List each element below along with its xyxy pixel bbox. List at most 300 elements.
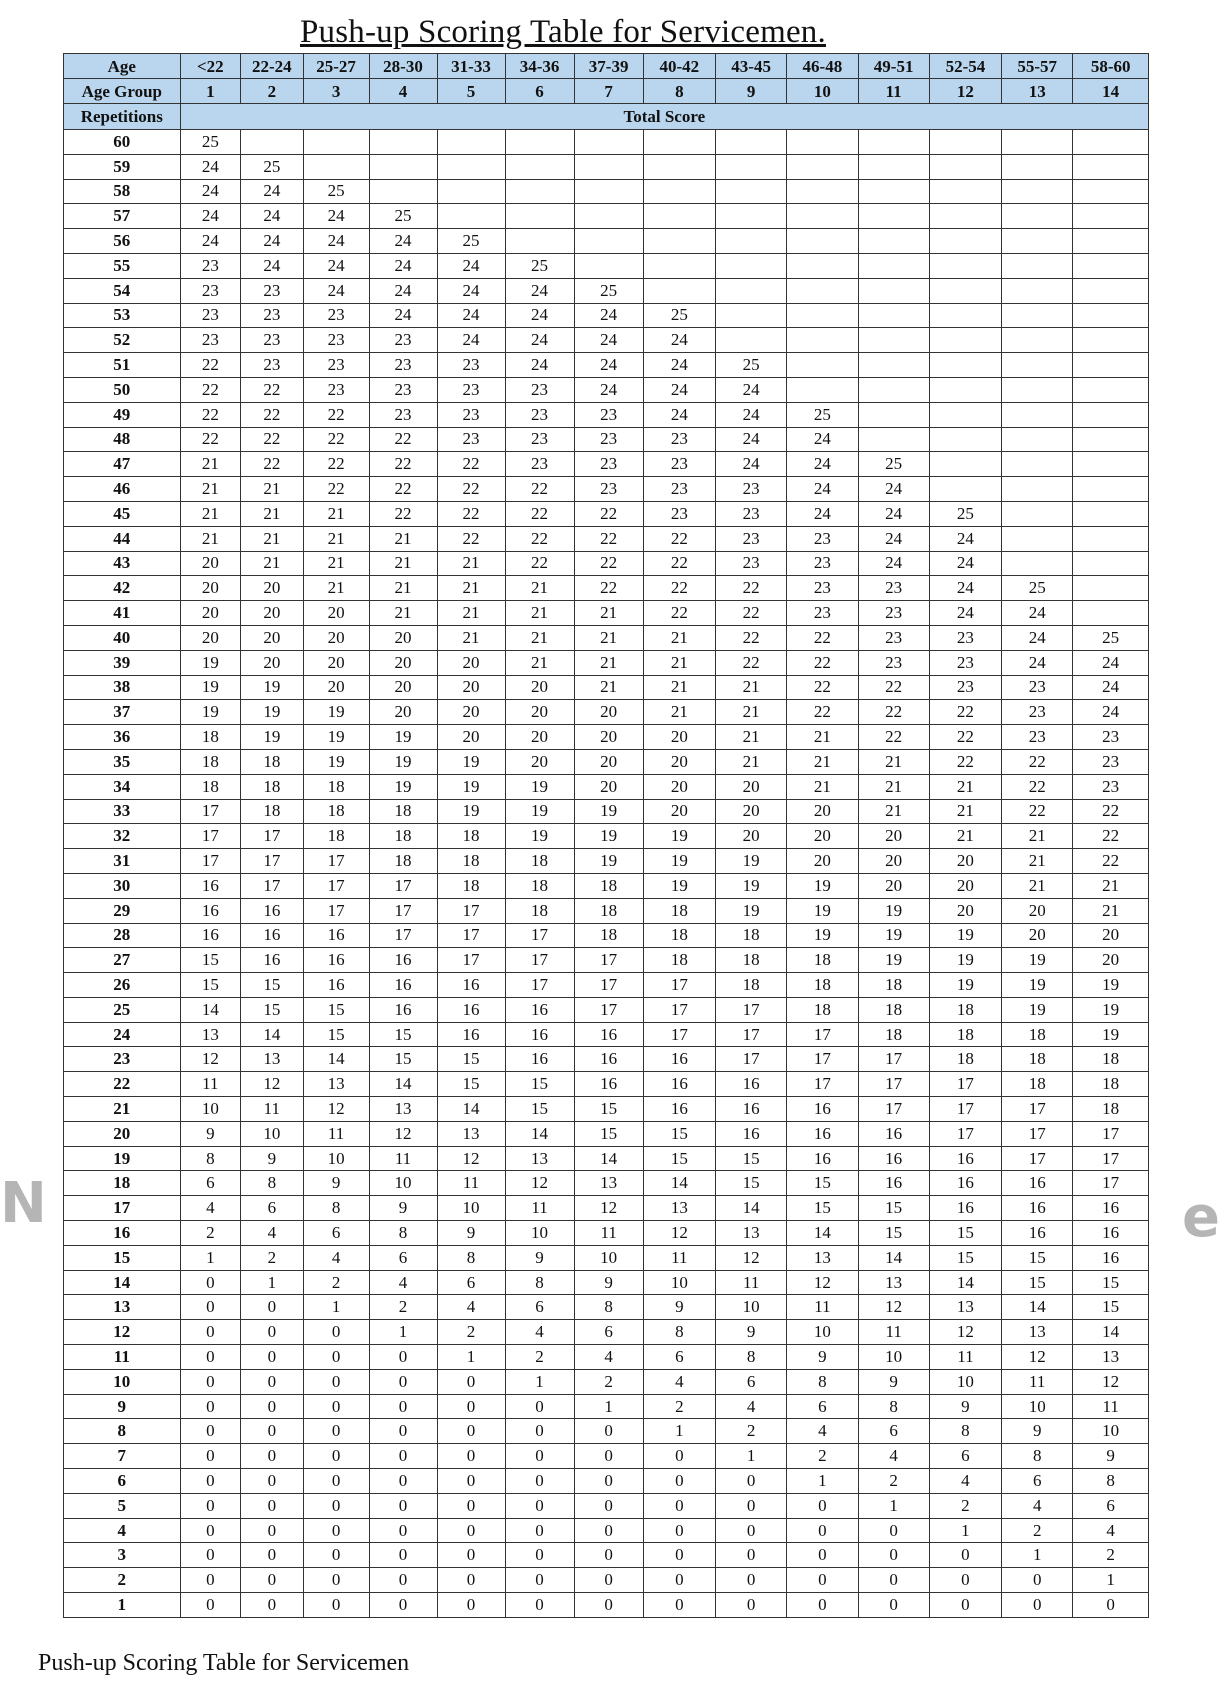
score-cell: 15 <box>643 1121 715 1146</box>
score-cell: 18 <box>241 799 304 824</box>
score-cell: 0 <box>643 1469 715 1494</box>
score-cell: 17 <box>505 973 574 998</box>
repetitions-cell: 44 <box>64 526 181 551</box>
score-cell: 0 <box>303 1568 369 1593</box>
score-cell: 16 <box>1073 1196 1149 1221</box>
score-cell <box>716 303 787 328</box>
score-cell: 23 <box>787 551 858 576</box>
score-cell: 10 <box>1002 1394 1073 1419</box>
score-cell: 18 <box>716 923 787 948</box>
score-cell: 23 <box>369 402 437 427</box>
score-cell: 23 <box>643 427 715 452</box>
score-cell <box>787 130 858 155</box>
score-cell: 22 <box>241 402 304 427</box>
score-cell: 18 <box>929 997 1001 1022</box>
score-cell <box>858 278 929 303</box>
score-cell <box>1002 501 1073 526</box>
score-cell <box>643 154 715 179</box>
repetitions-cell: 60 <box>64 130 181 155</box>
score-cell: 23 <box>505 427 574 452</box>
table-row <box>64 576 1149 601</box>
table-row <box>64 1593 1149 1618</box>
score-cell: 0 <box>180 1444 240 1469</box>
score-cell: 22 <box>1002 774 1073 799</box>
score-cell: 20 <box>241 625 304 650</box>
score-cell: 19 <box>180 650 240 675</box>
score-cell: 0 <box>180 1345 240 1370</box>
score-cell: 20 <box>1002 923 1073 948</box>
score-cell: 20 <box>369 700 437 725</box>
score-cell: 15 <box>574 1121 643 1146</box>
score-cell <box>1002 154 1073 179</box>
score-cell: 2 <box>858 1469 929 1494</box>
score-cell: 24 <box>180 229 240 254</box>
score-cell: 18 <box>437 873 505 898</box>
score-cell: 22 <box>1002 749 1073 774</box>
score-cell: 21 <box>1002 824 1073 849</box>
score-cell: 16 <box>574 1022 643 1047</box>
score-cell: 17 <box>574 973 643 998</box>
score-cell: 9 <box>180 1121 240 1146</box>
score-cell: 14 <box>929 1270 1001 1295</box>
score-cell: 0 <box>303 1469 369 1494</box>
score-cell: 23 <box>858 625 929 650</box>
score-cell <box>574 253 643 278</box>
score-cell: 9 <box>303 1171 369 1196</box>
score-cell: 22 <box>574 526 643 551</box>
score-cell: 0 <box>241 1493 304 1518</box>
score-cell: 18 <box>929 1022 1001 1047</box>
score-cell: 20 <box>643 799 715 824</box>
score-cell: 17 <box>929 1121 1001 1146</box>
score-cell <box>1002 328 1073 353</box>
score-cell <box>437 204 505 229</box>
score-cell: 21 <box>787 774 858 799</box>
score-cell: 24 <box>303 229 369 254</box>
score-cell: 0 <box>180 1295 240 1320</box>
score-cell: 22 <box>437 452 505 477</box>
score-cell <box>643 130 715 155</box>
table-row <box>64 452 1149 477</box>
score-cell: 21 <box>303 501 369 526</box>
score-cell: 0 <box>437 1493 505 1518</box>
score-cell: 0 <box>241 1320 304 1345</box>
table-row <box>64 1394 1149 1419</box>
score-cell: 22 <box>369 477 437 502</box>
score-cell: 16 <box>505 1047 574 1072</box>
score-cell: 6 <box>303 1221 369 1246</box>
table-row <box>64 898 1149 923</box>
score-cell: 0 <box>180 1493 240 1518</box>
score-cell: 20 <box>303 625 369 650</box>
score-cell: 16 <box>437 1022 505 1047</box>
repetitions-cell: 30 <box>64 873 181 898</box>
score-cell: 19 <box>716 849 787 874</box>
score-cell: 24 <box>241 253 304 278</box>
score-cell: 19 <box>574 824 643 849</box>
score-cell: 0 <box>643 1543 715 1568</box>
score-cell: 2 <box>437 1320 505 1345</box>
score-cell: 21 <box>369 526 437 551</box>
score-cell: 18 <box>303 799 369 824</box>
score-cell: 17 <box>643 1022 715 1047</box>
score-cell: 20 <box>716 774 787 799</box>
score-cell: 9 <box>241 1146 304 1171</box>
score-cell: 17 <box>369 873 437 898</box>
score-cell: 19 <box>437 799 505 824</box>
score-cell <box>858 328 929 353</box>
score-cell: 20 <box>574 725 643 750</box>
score-cell: 8 <box>437 1245 505 1270</box>
score-cell: 22 <box>643 576 715 601</box>
score-cell: 24 <box>787 501 858 526</box>
score-cell: 16 <box>716 1121 787 1146</box>
repetitions-cell: 34 <box>64 774 181 799</box>
score-cell: 20 <box>643 749 715 774</box>
score-cell: 0 <box>787 1568 858 1593</box>
score-cell: 21 <box>437 601 505 626</box>
score-cell: 8 <box>505 1270 574 1295</box>
table-row <box>64 1171 1149 1196</box>
score-cell: 18 <box>574 873 643 898</box>
score-cell: 0 <box>180 1593 240 1618</box>
score-cell: 15 <box>716 1146 787 1171</box>
score-cell: 18 <box>858 997 929 1022</box>
repetitions-cell: 36 <box>64 725 181 750</box>
score-cell: 2 <box>1002 1518 1073 1543</box>
score-cell: 0 <box>241 1345 304 1370</box>
score-cell: 25 <box>858 452 929 477</box>
score-cell: 20 <box>241 601 304 626</box>
score-cell: 19 <box>1002 973 1073 998</box>
score-cell: 18 <box>180 749 240 774</box>
score-cell: 23 <box>716 526 787 551</box>
score-cell: 1 <box>303 1295 369 1320</box>
score-cell: 18 <box>369 799 437 824</box>
score-cell <box>574 229 643 254</box>
score-cell: 0 <box>437 1518 505 1543</box>
score-cell: 0 <box>574 1593 643 1618</box>
score-cell: 20 <box>1002 898 1073 923</box>
score-cell: 20 <box>1073 923 1149 948</box>
score-cell: 0 <box>180 1320 240 1345</box>
score-cell: 15 <box>929 1221 1001 1246</box>
table-row <box>64 1245 1149 1270</box>
score-cell: 0 <box>787 1593 858 1618</box>
score-cell: 18 <box>643 923 715 948</box>
score-cell: 4 <box>369 1270 437 1295</box>
score-cell: 0 <box>643 1568 715 1593</box>
score-cell: 0 <box>574 1419 643 1444</box>
score-cell: 22 <box>716 601 787 626</box>
table-row <box>64 1444 1149 1469</box>
score-cell: 9 <box>1073 1444 1149 1469</box>
score-cell: 0 <box>574 1518 643 1543</box>
score-cell: 19 <box>929 948 1001 973</box>
age-group-header: 5 <box>437 79 505 104</box>
score-cell <box>643 253 715 278</box>
age-range-header: 28-30 <box>369 54 437 79</box>
score-cell <box>1002 526 1073 551</box>
score-cell: 16 <box>787 1121 858 1146</box>
table-row <box>64 824 1149 849</box>
score-cell: 14 <box>505 1121 574 1146</box>
table-row <box>64 229 1149 254</box>
score-cell: 18 <box>716 973 787 998</box>
score-cell: 0 <box>858 1518 929 1543</box>
score-cell: 24 <box>437 278 505 303</box>
score-cell: 10 <box>369 1171 437 1196</box>
score-cell: 19 <box>787 923 858 948</box>
score-cell: 21 <box>858 749 929 774</box>
score-cell: 20 <box>929 849 1001 874</box>
score-cell: 18 <box>1073 1047 1149 1072</box>
score-cell <box>303 130 369 155</box>
score-cell: 2 <box>303 1270 369 1295</box>
score-cell: 20 <box>437 700 505 725</box>
score-cell <box>303 154 369 179</box>
score-cell: 22 <box>180 353 240 378</box>
score-cell <box>1002 179 1073 204</box>
score-cell <box>716 328 787 353</box>
score-cell: 21 <box>180 477 240 502</box>
score-cell: 22 <box>437 501 505 526</box>
score-cell: 19 <box>716 898 787 923</box>
score-cell: 20 <box>787 849 858 874</box>
score-cell: 10 <box>929 1369 1001 1394</box>
score-cell: 24 <box>643 377 715 402</box>
score-cell: 6 <box>241 1196 304 1221</box>
score-cell: 10 <box>180 1097 240 1122</box>
score-cell: 23 <box>505 377 574 402</box>
score-cell: 4 <box>1073 1518 1149 1543</box>
score-cell: 22 <box>180 427 240 452</box>
score-cell: 0 <box>929 1593 1001 1618</box>
score-cell: 1 <box>437 1345 505 1370</box>
score-cell: 17 <box>180 799 240 824</box>
score-cell: 22 <box>180 377 240 402</box>
score-cell <box>1073 130 1149 155</box>
score-cell: 18 <box>241 749 304 774</box>
score-cell: 21 <box>505 650 574 675</box>
score-cell: 21 <box>241 526 304 551</box>
table-row <box>64 849 1149 874</box>
score-cell: 16 <box>858 1146 929 1171</box>
score-cell: 20 <box>716 824 787 849</box>
score-cell: 8 <box>303 1196 369 1221</box>
score-cell: 21 <box>787 749 858 774</box>
score-cell: 24 <box>929 576 1001 601</box>
score-cell: 0 <box>369 1369 437 1394</box>
score-cell: 0 <box>180 1518 240 1543</box>
score-cell <box>1002 278 1073 303</box>
score-cell: 19 <box>787 873 858 898</box>
score-cell: 8 <box>643 1320 715 1345</box>
score-cell: 22 <box>858 700 929 725</box>
table-row <box>64 179 1149 204</box>
score-cell: 21 <box>716 700 787 725</box>
score-cell: 16 <box>303 948 369 973</box>
score-cell: 19 <box>858 923 929 948</box>
score-table-body <box>64 130 1149 1618</box>
score-cell: 0 <box>241 1518 304 1543</box>
score-cell <box>1002 253 1073 278</box>
score-cell: 0 <box>241 1295 304 1320</box>
table-row <box>64 253 1149 278</box>
score-cell: 20 <box>643 725 715 750</box>
score-cell: 20 <box>180 551 240 576</box>
score-cell: 18 <box>1073 1072 1149 1097</box>
score-cell: 0 <box>303 1444 369 1469</box>
score-cell: 22 <box>1073 824 1149 849</box>
score-cell: 14 <box>241 1022 304 1047</box>
score-cell: 10 <box>1073 1419 1149 1444</box>
table-row <box>64 675 1149 700</box>
score-cell: 23 <box>303 328 369 353</box>
score-cell: 0 <box>574 1543 643 1568</box>
repetitions-cell: 35 <box>64 749 181 774</box>
score-cell: 17 <box>787 1022 858 1047</box>
score-cell: 16 <box>180 923 240 948</box>
score-cell: 15 <box>787 1171 858 1196</box>
score-cell: 20 <box>858 849 929 874</box>
score-cell: 0 <box>303 1419 369 1444</box>
score-cell: 0 <box>787 1518 858 1543</box>
score-cell: 21 <box>574 625 643 650</box>
table-row <box>64 749 1149 774</box>
score-cell <box>787 303 858 328</box>
score-cell: 0 <box>505 1593 574 1618</box>
score-cell: 13 <box>180 1022 240 1047</box>
score-cell: 10 <box>303 1146 369 1171</box>
age-range-header: 43-45 <box>716 54 787 79</box>
score-cell: 19 <box>437 749 505 774</box>
score-cell: 6 <box>716 1369 787 1394</box>
score-cell: 0 <box>241 1593 304 1618</box>
score-cell: 20 <box>180 625 240 650</box>
score-cell: 23 <box>858 601 929 626</box>
score-cell <box>643 229 715 254</box>
table-row <box>64 526 1149 551</box>
score-cell: 21 <box>505 601 574 626</box>
table-row <box>64 427 1149 452</box>
score-cell: 13 <box>303 1072 369 1097</box>
score-cell: 18 <box>787 973 858 998</box>
repetitions-cell: 31 <box>64 849 181 874</box>
score-cell: 0 <box>241 1444 304 1469</box>
total-score-label: Total Score <box>180 104 1148 130</box>
table-row <box>64 1097 1149 1122</box>
score-cell: 20 <box>369 625 437 650</box>
age-range-header: 40-42 <box>643 54 715 79</box>
score-cell: 24 <box>858 477 929 502</box>
score-cell: 0 <box>369 1469 437 1494</box>
score-cell: 15 <box>1073 1270 1149 1295</box>
repetitions-cell: 28 <box>64 923 181 948</box>
score-cell <box>1073 353 1149 378</box>
score-cell: 21 <box>929 774 1001 799</box>
score-cell: 22 <box>929 700 1001 725</box>
score-cell: 17 <box>716 997 787 1022</box>
score-cell: 23 <box>303 353 369 378</box>
table-row <box>64 377 1149 402</box>
score-cell: 22 <box>1002 799 1073 824</box>
score-cell: 8 <box>1073 1469 1149 1494</box>
score-cell: 18 <box>437 824 505 849</box>
score-cell: 22 <box>437 526 505 551</box>
score-cell: 15 <box>1073 1295 1149 1320</box>
score-cell: 24 <box>716 402 787 427</box>
score-cell <box>574 130 643 155</box>
score-cell: 18 <box>369 849 437 874</box>
score-cell: 22 <box>858 725 929 750</box>
score-cell: 1 <box>787 1469 858 1494</box>
score-cell: 10 <box>787 1320 858 1345</box>
score-cell: 13 <box>858 1270 929 1295</box>
score-cell: 13 <box>1073 1345 1149 1370</box>
score-cell: 0 <box>574 1493 643 1518</box>
score-cell <box>858 204 929 229</box>
age-group-header: 3 <box>303 79 369 104</box>
score-cell: 17 <box>1073 1171 1149 1196</box>
score-cell: 0 <box>369 1543 437 1568</box>
score-cell <box>716 154 787 179</box>
score-cell: 15 <box>180 948 240 973</box>
repetitions-cell: 51 <box>64 353 181 378</box>
score-cell: 19 <box>303 749 369 774</box>
score-cell: 24 <box>369 253 437 278</box>
score-cell: 23 <box>180 278 240 303</box>
repetitions-cell: 9 <box>64 1394 181 1419</box>
score-cell: 13 <box>1002 1320 1073 1345</box>
score-cell: 17 <box>437 898 505 923</box>
age-group-header: 1 <box>180 79 240 104</box>
score-cell: 15 <box>437 1047 505 1072</box>
age-group-label: Age Group <box>64 79 181 104</box>
score-cell: 21 <box>303 526 369 551</box>
score-cell: 22 <box>787 675 858 700</box>
score-cell: 23 <box>505 402 574 427</box>
score-cell: 21 <box>858 799 929 824</box>
score-cell: 17 <box>787 1047 858 1072</box>
score-cell <box>929 204 1001 229</box>
score-cell: 12 <box>437 1146 505 1171</box>
score-cell: 19 <box>787 898 858 923</box>
repetitions-cell: 7 <box>64 1444 181 1469</box>
score-cell <box>643 278 715 303</box>
score-cell: 9 <box>787 1345 858 1370</box>
score-cell: 4 <box>505 1320 574 1345</box>
score-cell: 22 <box>241 427 304 452</box>
score-cell <box>929 477 1001 502</box>
age-range-header: 22-24 <box>241 54 304 79</box>
score-cell: 15 <box>241 997 304 1022</box>
score-cell: 16 <box>180 873 240 898</box>
table-row <box>64 1419 1149 1444</box>
score-cell: 17 <box>241 824 304 849</box>
table-row <box>64 948 1149 973</box>
score-cell: 0 <box>369 1568 437 1593</box>
score-cell: 16 <box>241 923 304 948</box>
score-cell: 6 <box>505 1295 574 1320</box>
score-cell: 0 <box>643 1493 715 1518</box>
score-cell: 16 <box>505 1022 574 1047</box>
score-cell: 17 <box>180 824 240 849</box>
score-cell <box>1073 253 1149 278</box>
score-cell: 20 <box>241 576 304 601</box>
score-cell: 21 <box>1002 849 1073 874</box>
score-cell: 13 <box>643 1196 715 1221</box>
